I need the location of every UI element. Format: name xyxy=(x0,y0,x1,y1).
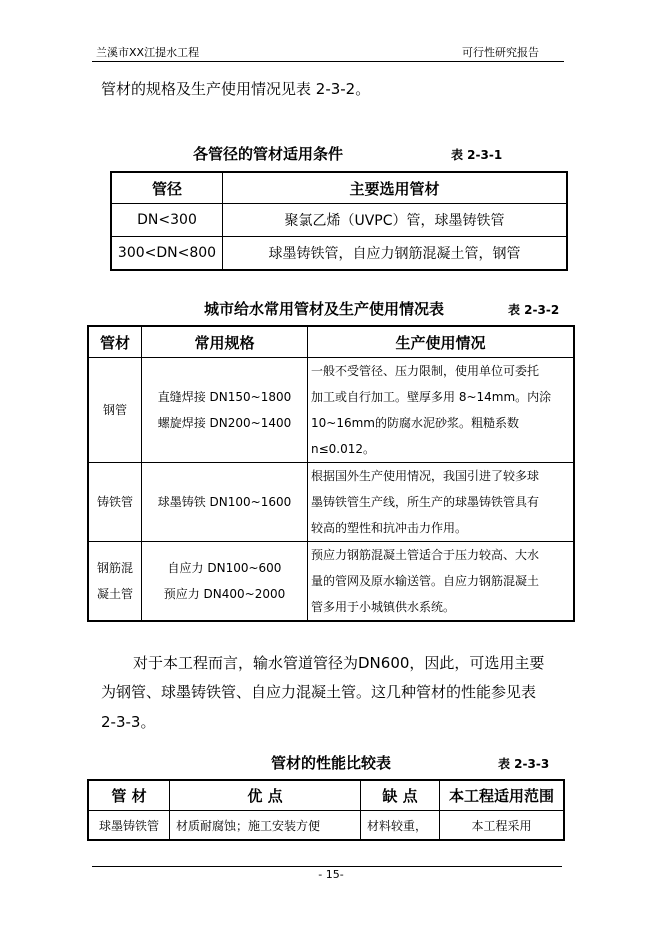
table2-material: 钢管 xyxy=(88,358,142,463)
table1-cell: DN<300 xyxy=(111,204,223,237)
table1-header-cell: 管径 xyxy=(111,172,223,204)
table2-spec xyxy=(142,463,308,542)
table3-cell: 本工程采用 xyxy=(440,811,565,841)
body-paragraph-line: 2-3-3。 xyxy=(101,713,156,731)
header-rule xyxy=(92,61,564,62)
spec-line: 螺旋焊接 DN200~1400 xyxy=(157,416,292,430)
table3-header-cell: 优 点 xyxy=(170,780,361,811)
table3-number: 表 2-3-3 xyxy=(498,757,550,771)
table2-material: 铸铁管 xyxy=(88,463,142,542)
table-row xyxy=(88,463,574,542)
table-row xyxy=(88,811,564,841)
table3-header-cell: 管 材 xyxy=(88,780,170,811)
table-row xyxy=(111,204,567,237)
page-number: - 15- xyxy=(318,868,344,881)
table2-usage xyxy=(308,358,575,463)
table-row xyxy=(88,542,574,622)
table2-header-cell: 管材 xyxy=(88,326,142,358)
table2 xyxy=(87,325,575,622)
table-row xyxy=(88,358,574,463)
table3-header-cell: 本工程适用范围 xyxy=(440,780,565,811)
usage-line: 加工或自行加工。壁厚多用 8~14mm。内涂 xyxy=(311,390,552,404)
table1-cell: 球墨铸铁管，自应力钢筋混凝土管，钢管 xyxy=(223,237,568,271)
table2-number: 表 2-3-2 xyxy=(508,303,560,317)
table2-spec xyxy=(142,542,308,622)
table1-caption: 各管径的管材适用条件 xyxy=(193,145,344,163)
usage-line: 管多用于小城镇供水系统。 xyxy=(311,600,456,614)
footer-rule xyxy=(92,866,562,867)
table3 xyxy=(87,779,565,841)
body-paragraph-line: 对于本工程而言，输水管道管径为DN600，因此，可选用主要 xyxy=(133,654,545,672)
table3-cell: 球墨铸铁管 xyxy=(88,811,170,841)
usage-line: 墨铸铁管生产线，所生产的球墨铸铁管具有 xyxy=(311,495,540,509)
usage-line: 预应力钢筋混凝土管适合于压力较高、大水 xyxy=(311,548,540,562)
body-paragraph-line: 为钢管、球墨铸铁管、自应力混凝土管。这几种管材的性能参见表 xyxy=(101,683,537,701)
spec-line: 预应力 DN400~2000 xyxy=(163,587,286,601)
usage-line: n≤0.012。 xyxy=(311,442,376,456)
usage-line: 量的管网及原水输送管。自应力钢筋混凝土 xyxy=(311,574,540,588)
table2-material xyxy=(88,542,142,622)
table2-header-cell: 常用规格 xyxy=(142,326,308,358)
usage-line: 10~16mm的防腐水泥砂浆。粗糙系数 xyxy=(311,416,519,430)
spec-line: 球墨铸铁 DN100~1600 xyxy=(157,495,292,509)
spec-line: 自应力 DN100~600 xyxy=(167,561,282,575)
table2-usage xyxy=(308,463,575,542)
table1-header-cell: 主要选用管材 xyxy=(223,172,568,204)
table2-usage xyxy=(308,542,575,622)
spec-line: 直缝焊接 DN150~1800 xyxy=(157,390,292,404)
table2-spec xyxy=(142,358,308,463)
material-line: 钢筋混 xyxy=(96,561,133,575)
table2-header-cell: 生产使用情况 xyxy=(308,326,575,358)
table3-cell: 材质耐腐蚀；施工安装方便 xyxy=(170,811,361,841)
header-left: 兰溪市XX江提水工程 xyxy=(96,46,200,59)
material-line: 凝土管 xyxy=(96,587,133,601)
table1-number: 表 2-3-1 xyxy=(451,148,503,162)
table-row xyxy=(111,237,567,271)
table3-header-cell: 缺 点 xyxy=(361,780,440,811)
table1 xyxy=(110,171,568,271)
table2-caption: 城市给水常用管材及生产使用情况表 xyxy=(204,300,445,318)
usage-line: 一般不受管径、压力限制，使用单位可委托 xyxy=(311,364,540,378)
header-right: 可行性研究报告 xyxy=(462,46,539,59)
usage-line: 根据国外生产使用情况，我国引进了较多球 xyxy=(311,469,540,483)
table3-caption: 管材的性能比较表 xyxy=(271,754,392,772)
intro-paragraph: 管材的规格及生产使用情况见表 2-3-2。 xyxy=(101,80,371,98)
table1-cell: 聚氯乙烯（UVPC）管，球墨铸铁管 xyxy=(223,204,568,237)
usage-line: 较高的塑性和抗冲击力作用。 xyxy=(311,521,468,535)
table1-cell: 300<DN<800 xyxy=(111,237,223,271)
table3-cell: 材料较重， xyxy=(361,811,440,841)
